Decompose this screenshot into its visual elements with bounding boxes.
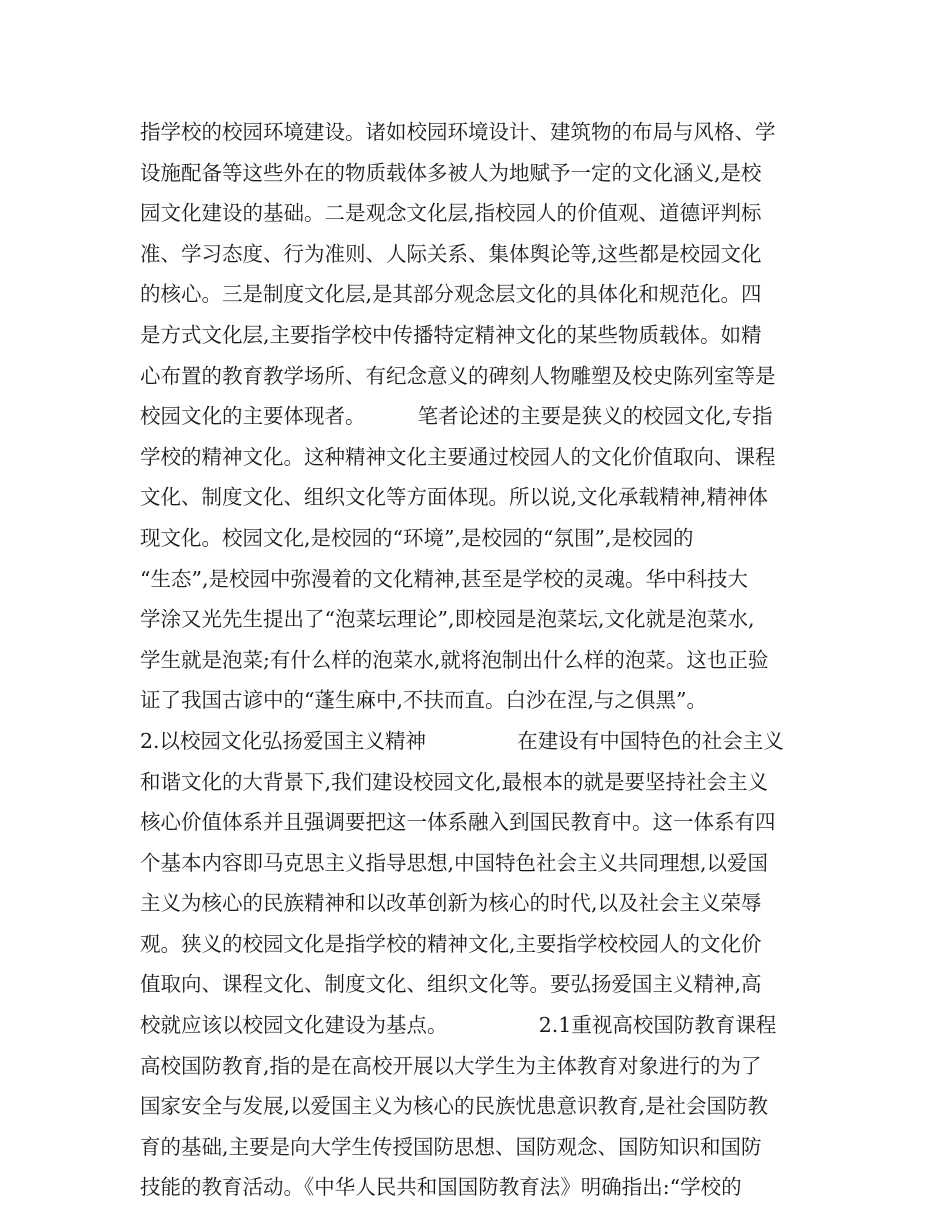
body-text: [140, 112, 820, 1208]
text-line: 核心价值体系并且强调要把这一体系融入到国民教育中。这一体系有四: [140, 810, 776, 835]
text-line: 高校国防教育,指的是在高校开展以大学生为主体教育对象进行的为了: [140, 1053, 762, 1078]
text-line: 文化、制度文化、组织文化等方面体现。所以说,文化承载精神,精神体: [140, 485, 769, 510]
text-line: 心布置的教育教学场所、有纪念意义的碑刻人物雕塑及校史陈列室等是: [140, 363, 776, 388]
text-line: 学涂又光先生提出了“泡菜坛理论”,即校园是泡菜坛,文化就是泡菜水,: [140, 607, 755, 632]
text-line: 准、学习态度、行为准则、人际关系、集体舆论等,这些都是校园文化: [140, 241, 762, 266]
text-line: 的核心。三是制度文化层,是其部分观念层文化的具体化和规范化。四: [140, 282, 762, 307]
text-line: 个基本内容即马克思主义指导思想,中国特色社会主义共同理想,以爱国: [140, 850, 769, 875]
text-line: “生态”,是校园中弥漫着的文化精神,甚至是学校的灵魂。华中科技大: [140, 566, 748, 591]
text-line: 指学校的校园环境建设。诸如校园环境设计、建筑物的布局与风格、学: [140, 120, 776, 144]
section-heading-line: 2.以校园文化弘扬爱国主义精神 在建设有中国特色的社会主义: [140, 728, 784, 753]
text-line: 技能的教育活动。《中华人民共和国国防教育法》明确指出:“学校的: [140, 1175, 742, 1200]
text-line: 现文化。校园文化,是校园的“环境”,是校园的“氛围”,是校园的: [140, 525, 694, 550]
text-line: 是方式文化层,主要指学校中传播特定精神文化的某些物质载体。如精: [140, 322, 762, 347]
text-line: 主义为核心的民族精神和以改革创新为核心的时代,以及社会主义荣辱: [140, 891, 762, 916]
text-line: 校园文化的主要体现者。 笔者论述的主要是狭义的校园文化,专指: [140, 404, 773, 429]
text-line: 设施配备等这些外在的物质载体多被人为地赋予一定的文化涵义,是校: [140, 160, 762, 185]
text-line: 观。狭义的校园文化是指学校的精神文化,主要指学校校园人的文化价: [140, 931, 762, 956]
text-line: 和谐文化的大背景下,我们建设校园文化,最根本的就是要坚持社会主义: [140, 769, 769, 794]
text-line: 学校的精神文化。这种精神文化主要通过校园人的文化价值取向、课程: [140, 444, 776, 469]
text-line: 证了我国古谚中的“蓬生麻中,不扶而直。白沙在涅,与之俱黑”。: [140, 688, 707, 713]
text-line: 园文化建设的基础。二是观念文化层,指校园人的价值观、道德评判标: [140, 201, 762, 226]
text-line: 国家安全与发展,以爱国主义为核心的民族忧患意识教育,是社会国防教: [140, 1094, 769, 1119]
text-line: 值取向、课程文化、制度文化、组织文化等。要弘扬爱国主义精神,高: [140, 972, 762, 997]
text-line: 育的基础,主要是向大学生传授国防思想、国防观念、国防知识和国防: [140, 1134, 762, 1159]
text-line: 学生就是泡菜;有什么样的泡菜水,就将泡制出什么样的泡菜。这也正验: [140, 647, 769, 672]
subsection-heading-line: 校就应该以校园文化建设为基点。 2.1重视高校国防教育课程: [140, 1013, 777, 1038]
